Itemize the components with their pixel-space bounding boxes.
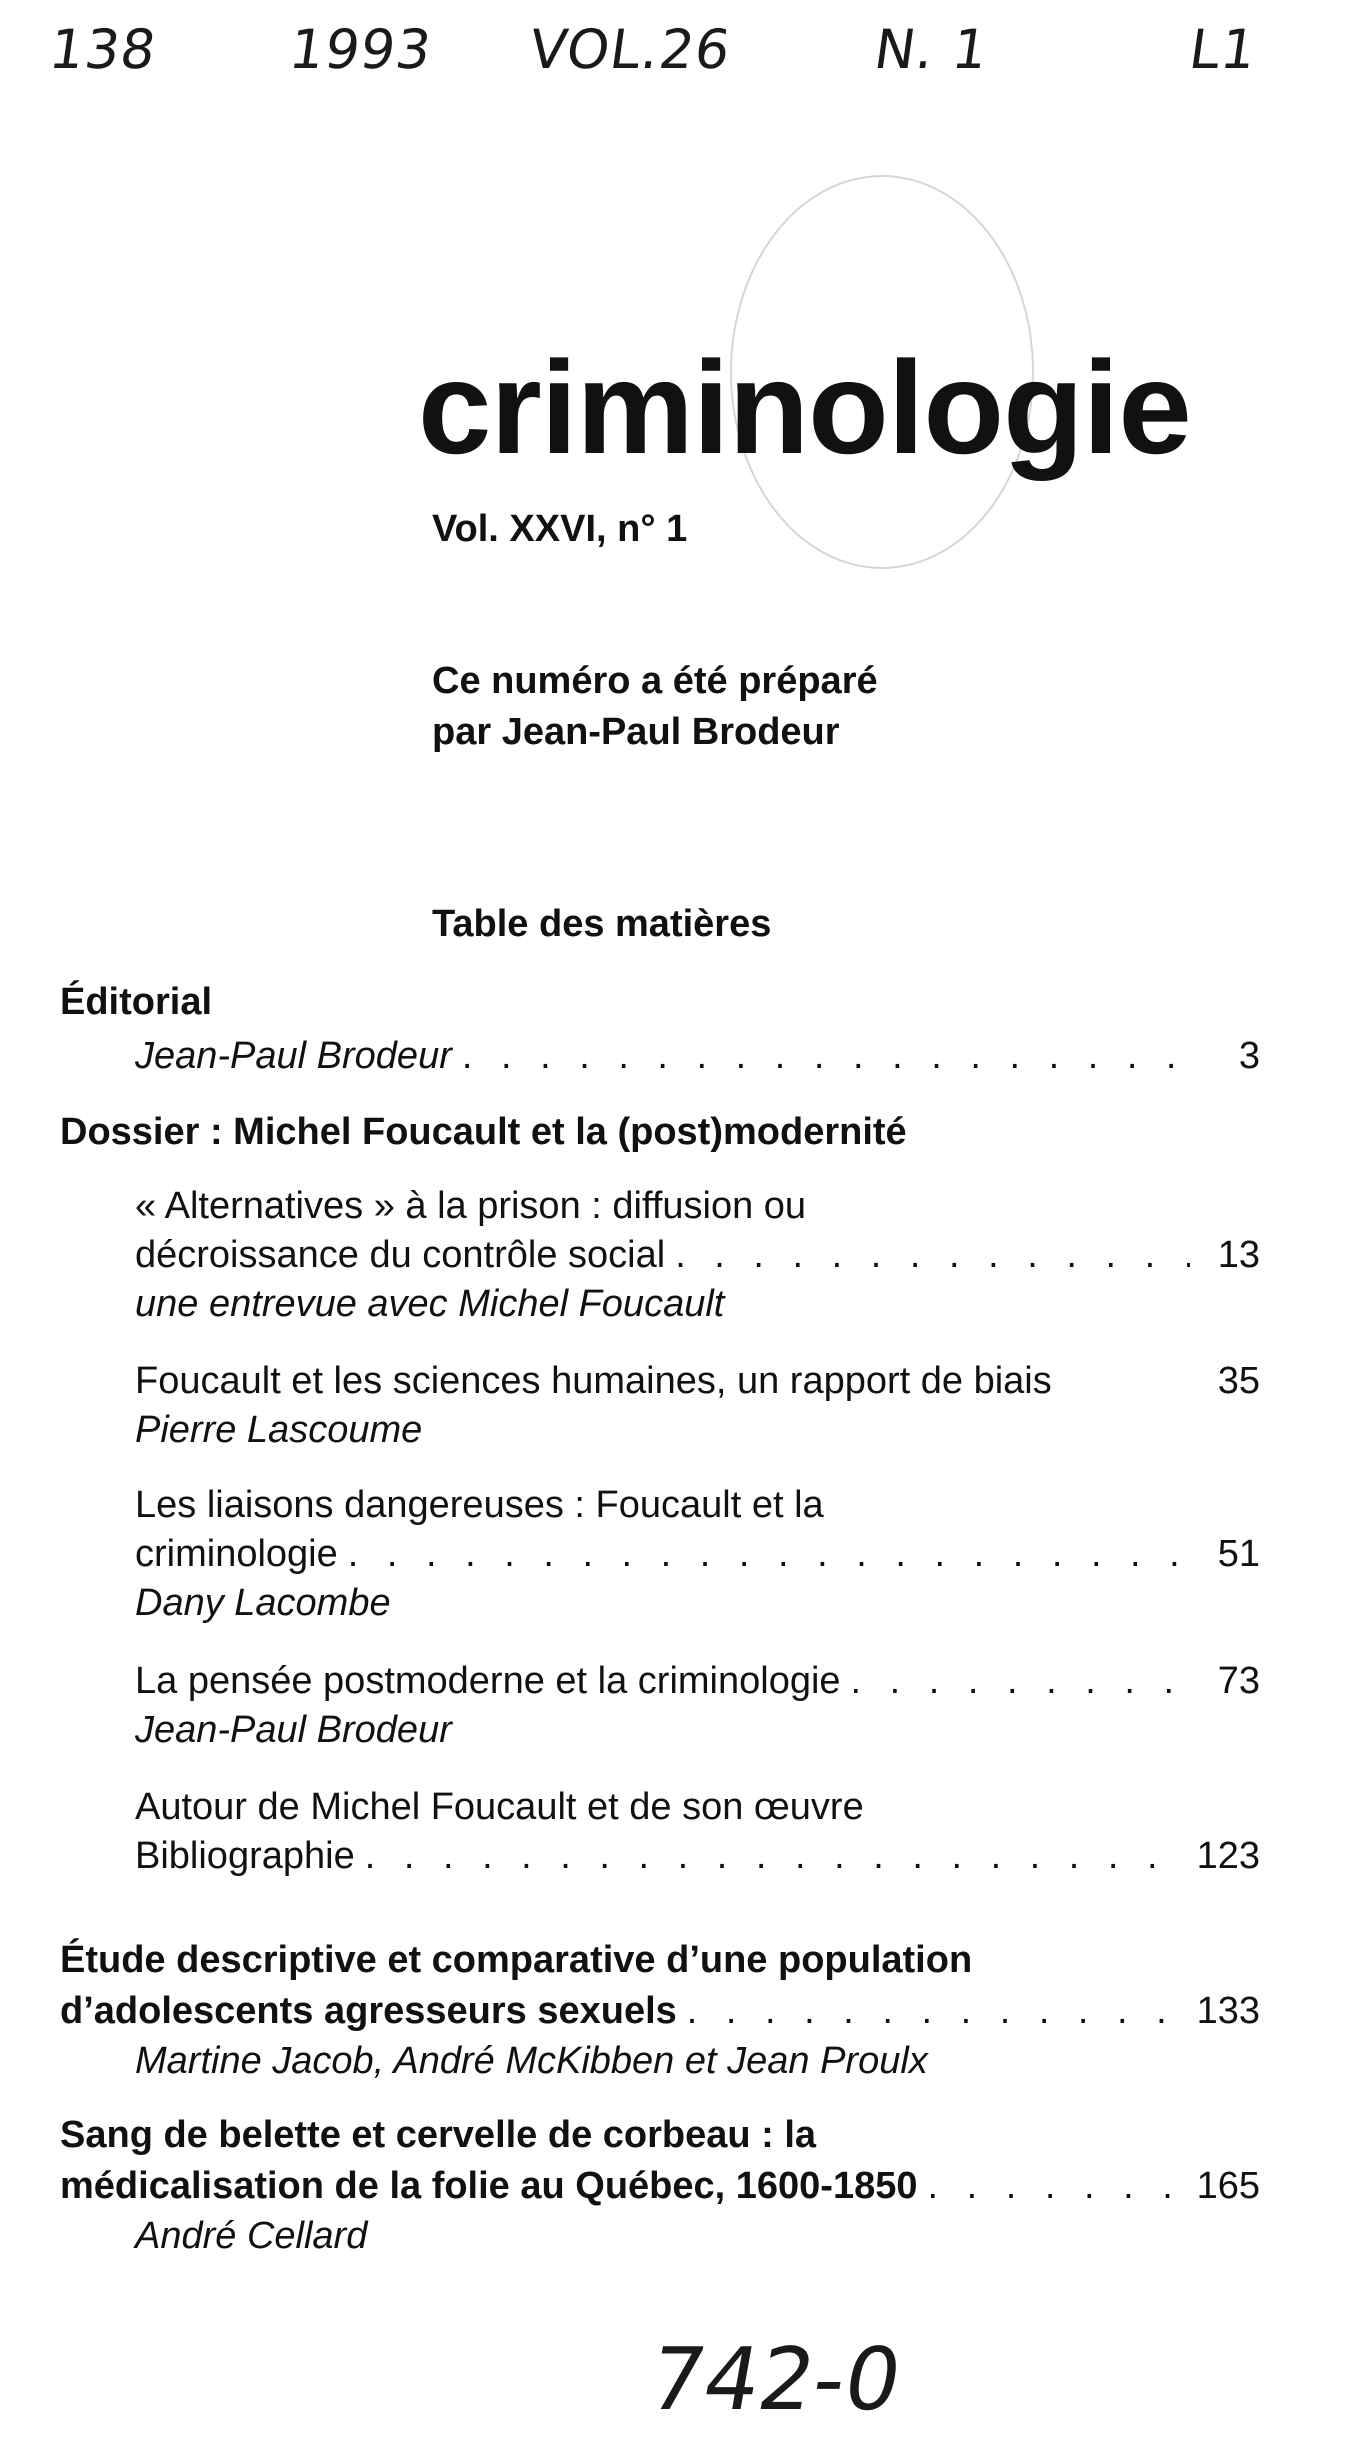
article-title-line2: médicalisation de la folie au Québec, 1600-1850 (60, 2165, 918, 2207)
journal-volume: Vol. XXVI, n° 1 (432, 508, 688, 550)
handwritten-year: 1993 (285, 18, 436, 81)
editorial-heading: Éditorial (60, 981, 213, 1023)
toc-item-title-line2: Bibliographie (135, 1835, 355, 1877)
toc-item (135, 1357, 1260, 1406)
prepared-by (432, 656, 878, 758)
page-number: 13 (1217, 1234, 1260, 1276)
page-number: 3 (1238, 1035, 1260, 1077)
journal-title: criminologie (418, 334, 1191, 481)
toc-item-title-line2: décroissance du contrôle social (135, 1234, 666, 1276)
handwritten-code: L1 (1185, 18, 1261, 81)
article-title-line2: d’adolescents agresseurs sexuels (60, 1990, 677, 2032)
page-number: 133 (1196, 1990, 1260, 2032)
article-authors: Martine Jacob, André McKibben et Jean Proulx (135, 2040, 928, 2082)
toc-item (135, 1657, 1260, 1706)
toc-item-title-line1: Autour de Michel Foucault et de son œuvre (135, 1786, 864, 1828)
leader-dots (675, 1231, 1190, 1280)
leader-dots (462, 1032, 1190, 1081)
prepared-line-1: Ce numéro a été préparé (432, 660, 878, 702)
page-number: 51 (1217, 1533, 1260, 1575)
toc-item (135, 1231, 1260, 1280)
handwritten-volume: VOL.26 (525, 18, 735, 81)
leader-dots (365, 1832, 1187, 1881)
toc-item-title: Foucault et les sciences humaines, un rapport de biais (135, 1360, 1052, 1402)
handwritten-issue: N. 1 (870, 18, 993, 81)
toc-item-author: Dany Lacombe (135, 1582, 391, 1624)
dossier-heading: Dossier : Michel Foucault et la (post)modernité (60, 1111, 907, 1153)
editorial-author: Jean-Paul Brodeur (135, 1035, 452, 1077)
toc-item-title: La pensée postmoderne et la criminologie (135, 1660, 841, 1702)
article-authors: André Cellard (135, 2215, 368, 2257)
article-title-line1: Sang de belette et cervelle de corbeau : la (60, 2114, 817, 2156)
toc-article (60, 1986, 1260, 2037)
toc-item-title-line1: « Alternatives » à la prison : diffusion ou (135, 1185, 807, 1227)
page-number: 35 (1217, 1360, 1260, 1402)
toc-item (135, 1530, 1260, 1579)
page-number: 165 (1196, 2165, 1260, 2207)
handwritten-bottom-note: 742-0 (641, 2330, 909, 2430)
toc-item-title-line2: criminologie (135, 1533, 338, 1575)
toc-item-author: une entrevue avec Michel Foucault (135, 1283, 725, 1325)
toc-item (135, 1832, 1260, 1881)
toc-article (60, 2161, 1260, 2212)
toc-item-author: Jean-Paul Brodeur (135, 1709, 452, 1751)
article-title-line1: Étude descriptive et comparative d’une population (60, 1939, 973, 1981)
leader-dots (851, 1657, 1190, 1706)
toc-item-title-line1: Les liaisons dangereuses : Foucault et la (135, 1484, 824, 1526)
prepared-line-2: par Jean-Paul Brodeur (432, 711, 840, 753)
handwritten-number: 138 (45, 18, 161, 81)
toc-item-author: Pierre Lascoume (135, 1409, 423, 1451)
page-number: 123 (1196, 1835, 1260, 1877)
leader-dots (348, 1530, 1190, 1579)
leader-dots (687, 1986, 1187, 2037)
toc-heading: Table des matières (432, 903, 772, 945)
editorial-entry (135, 1032, 1260, 1081)
page-number: 73 (1217, 1660, 1260, 1702)
leader-dots (928, 2161, 1187, 2212)
